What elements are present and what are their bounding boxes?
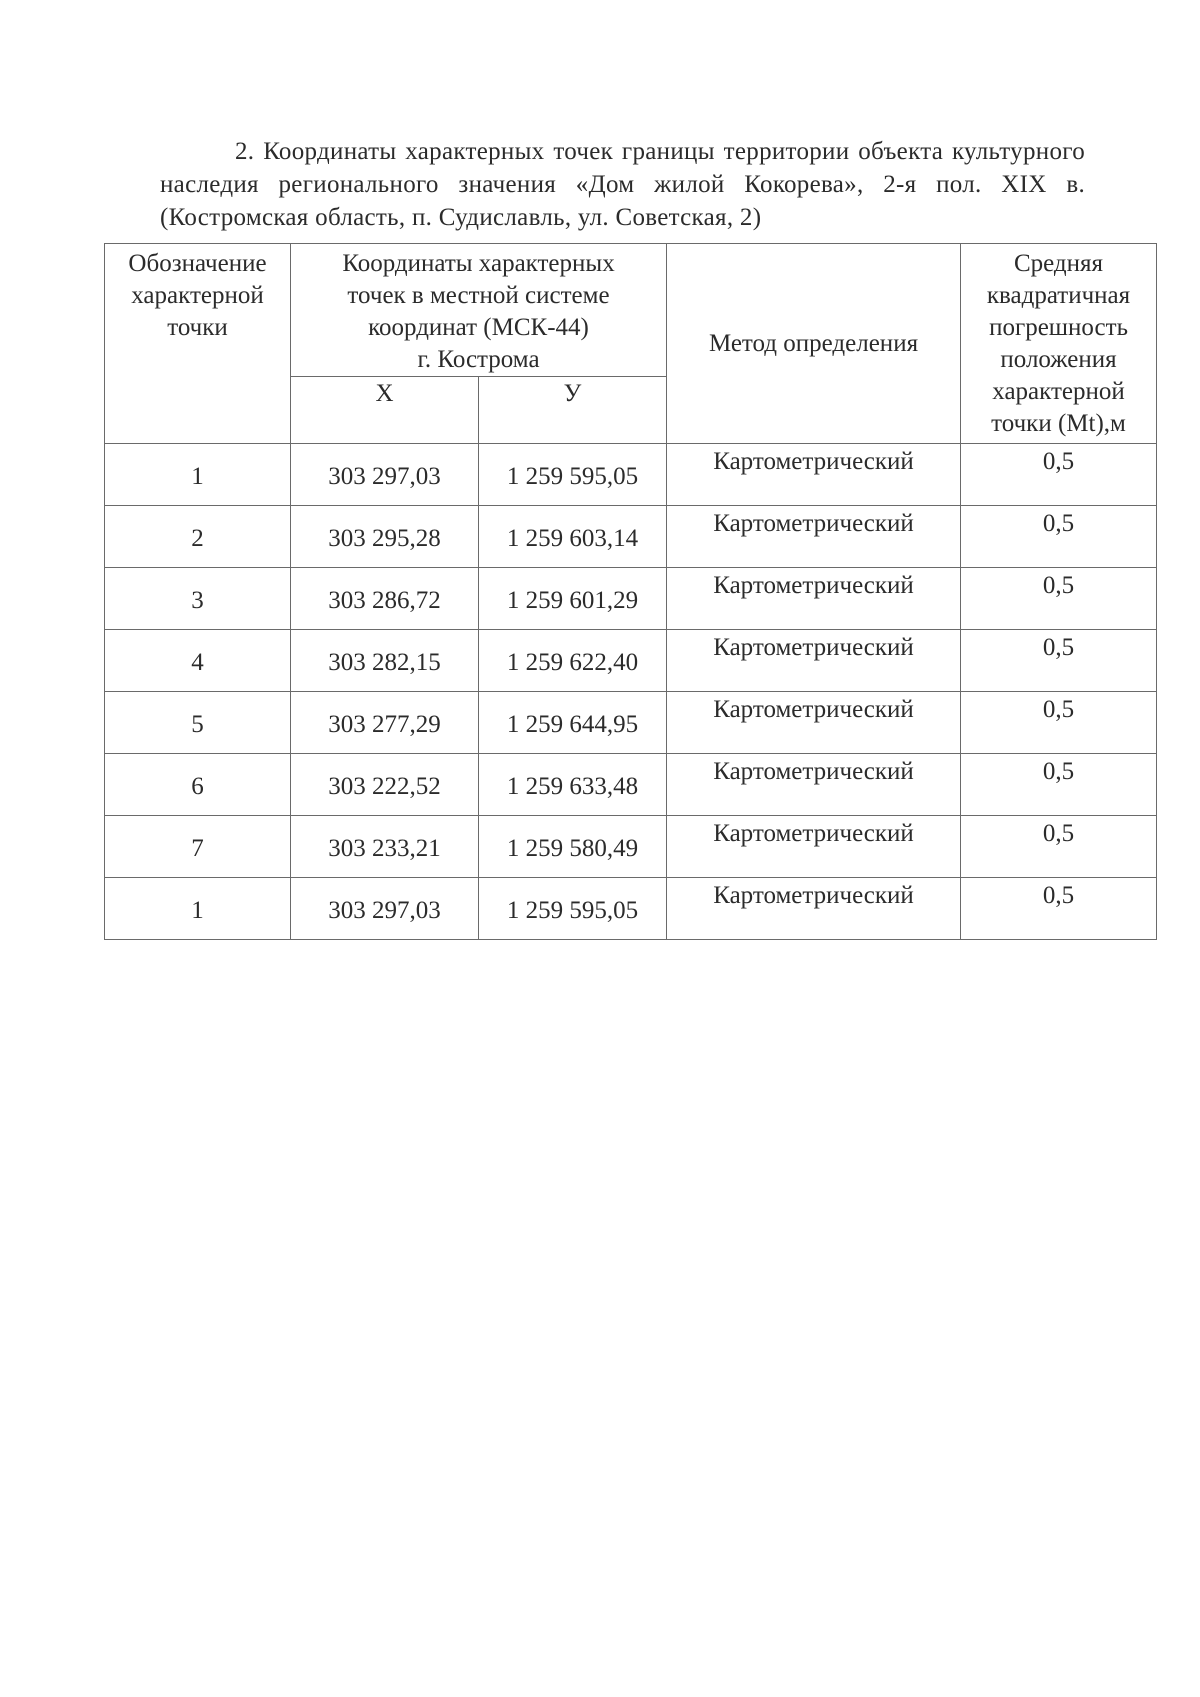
cell-x: 303 233,21 <box>291 816 479 878</box>
cell-error: 0,5 <box>961 692 1157 754</box>
cell-x: 303 277,29 <box>291 692 479 754</box>
cell-x: 303 297,03 <box>291 878 479 940</box>
header-coordinates-line: координат (МСК-44) <box>368 314 589 341</box>
table-row <box>105 754 1157 816</box>
cell-error: 0,5 <box>961 444 1157 506</box>
header-coordinates-line: г. Кострома <box>417 346 540 373</box>
cell-point: 4 <box>105 630 291 692</box>
cell-y: 1 259 601,29 <box>479 568 667 630</box>
coordinates-table <box>104 243 1157 940</box>
cell-method: Картометрический <box>667 568 961 630</box>
cell-x: 303 282,15 <box>291 630 479 692</box>
cell-x: 303 297,03 <box>291 444 479 506</box>
cell-y: 1 259 633,48 <box>479 754 667 816</box>
cell-y: 1 259 644,95 <box>479 692 667 754</box>
header-method: Метод определения <box>667 244 961 444</box>
cell-y: 1 259 603,14 <box>479 506 667 568</box>
cell-point: 6 <box>105 754 291 816</box>
cell-point: 2 <box>105 506 291 568</box>
header-coordinates <box>291 244 667 377</box>
header-error: Средняя квадратичная погрешность положения характерной точки (Mt),м <box>961 244 1157 444</box>
header-y: У <box>479 377 667 444</box>
cell-error: 0,5 <box>961 754 1157 816</box>
table-row <box>105 630 1157 692</box>
cell-y: 1 259 580,49 <box>479 816 667 878</box>
cell-y: 1 259 622,40 <box>479 630 667 692</box>
cell-point: 1 <box>105 878 291 940</box>
cell-x: 303 295,28 <box>291 506 479 568</box>
cell-method: Картометрический <box>667 878 961 940</box>
table-header-row <box>105 244 1157 377</box>
cell-error: 0,5 <box>961 630 1157 692</box>
cell-point: 1 <box>105 444 291 506</box>
cell-point: 5 <box>105 692 291 754</box>
cell-error: 0,5 <box>961 816 1157 878</box>
cell-y: 1 259 595,05 <box>479 878 667 940</box>
header-point-designation: Обозначение характерной точки <box>105 244 291 444</box>
table-row <box>105 444 1157 506</box>
cell-error: 0,5 <box>961 506 1157 568</box>
cell-method: Картометрический <box>667 444 961 506</box>
cell-method: Картометрический <box>667 692 961 754</box>
cell-method: Картометрический <box>667 630 961 692</box>
table-row <box>105 568 1157 630</box>
cell-error: 0,5 <box>961 878 1157 940</box>
cell-method: Картометрический <box>667 754 961 816</box>
cell-method: Картометрический <box>667 506 961 568</box>
table-row <box>105 692 1157 754</box>
table-row <box>105 816 1157 878</box>
cell-point: 3 <box>105 568 291 630</box>
header-coordinates-line: точек в местной системе <box>347 282 610 309</box>
cell-method: Картометрический <box>667 816 961 878</box>
section-heading: 2. Координаты характерных точек границы территории объекта культурного наследия регионального значения «Дом жилой Кокорева», 2-я пол. XIX в. (Костромская область, п. Судиславль, ул. Советская, 2) <box>160 138 1085 231</box>
cell-point: 7 <box>105 816 291 878</box>
header-x: Х <box>291 377 479 444</box>
table-row <box>105 506 1157 568</box>
cell-error: 0,5 <box>961 568 1157 630</box>
table-row <box>105 878 1157 940</box>
cell-x: 303 286,72 <box>291 568 479 630</box>
cell-x: 303 222,52 <box>291 754 479 816</box>
cell-y: 1 259 595,05 <box>479 444 667 506</box>
header-coordinates-line: Координаты характерных <box>342 250 615 277</box>
